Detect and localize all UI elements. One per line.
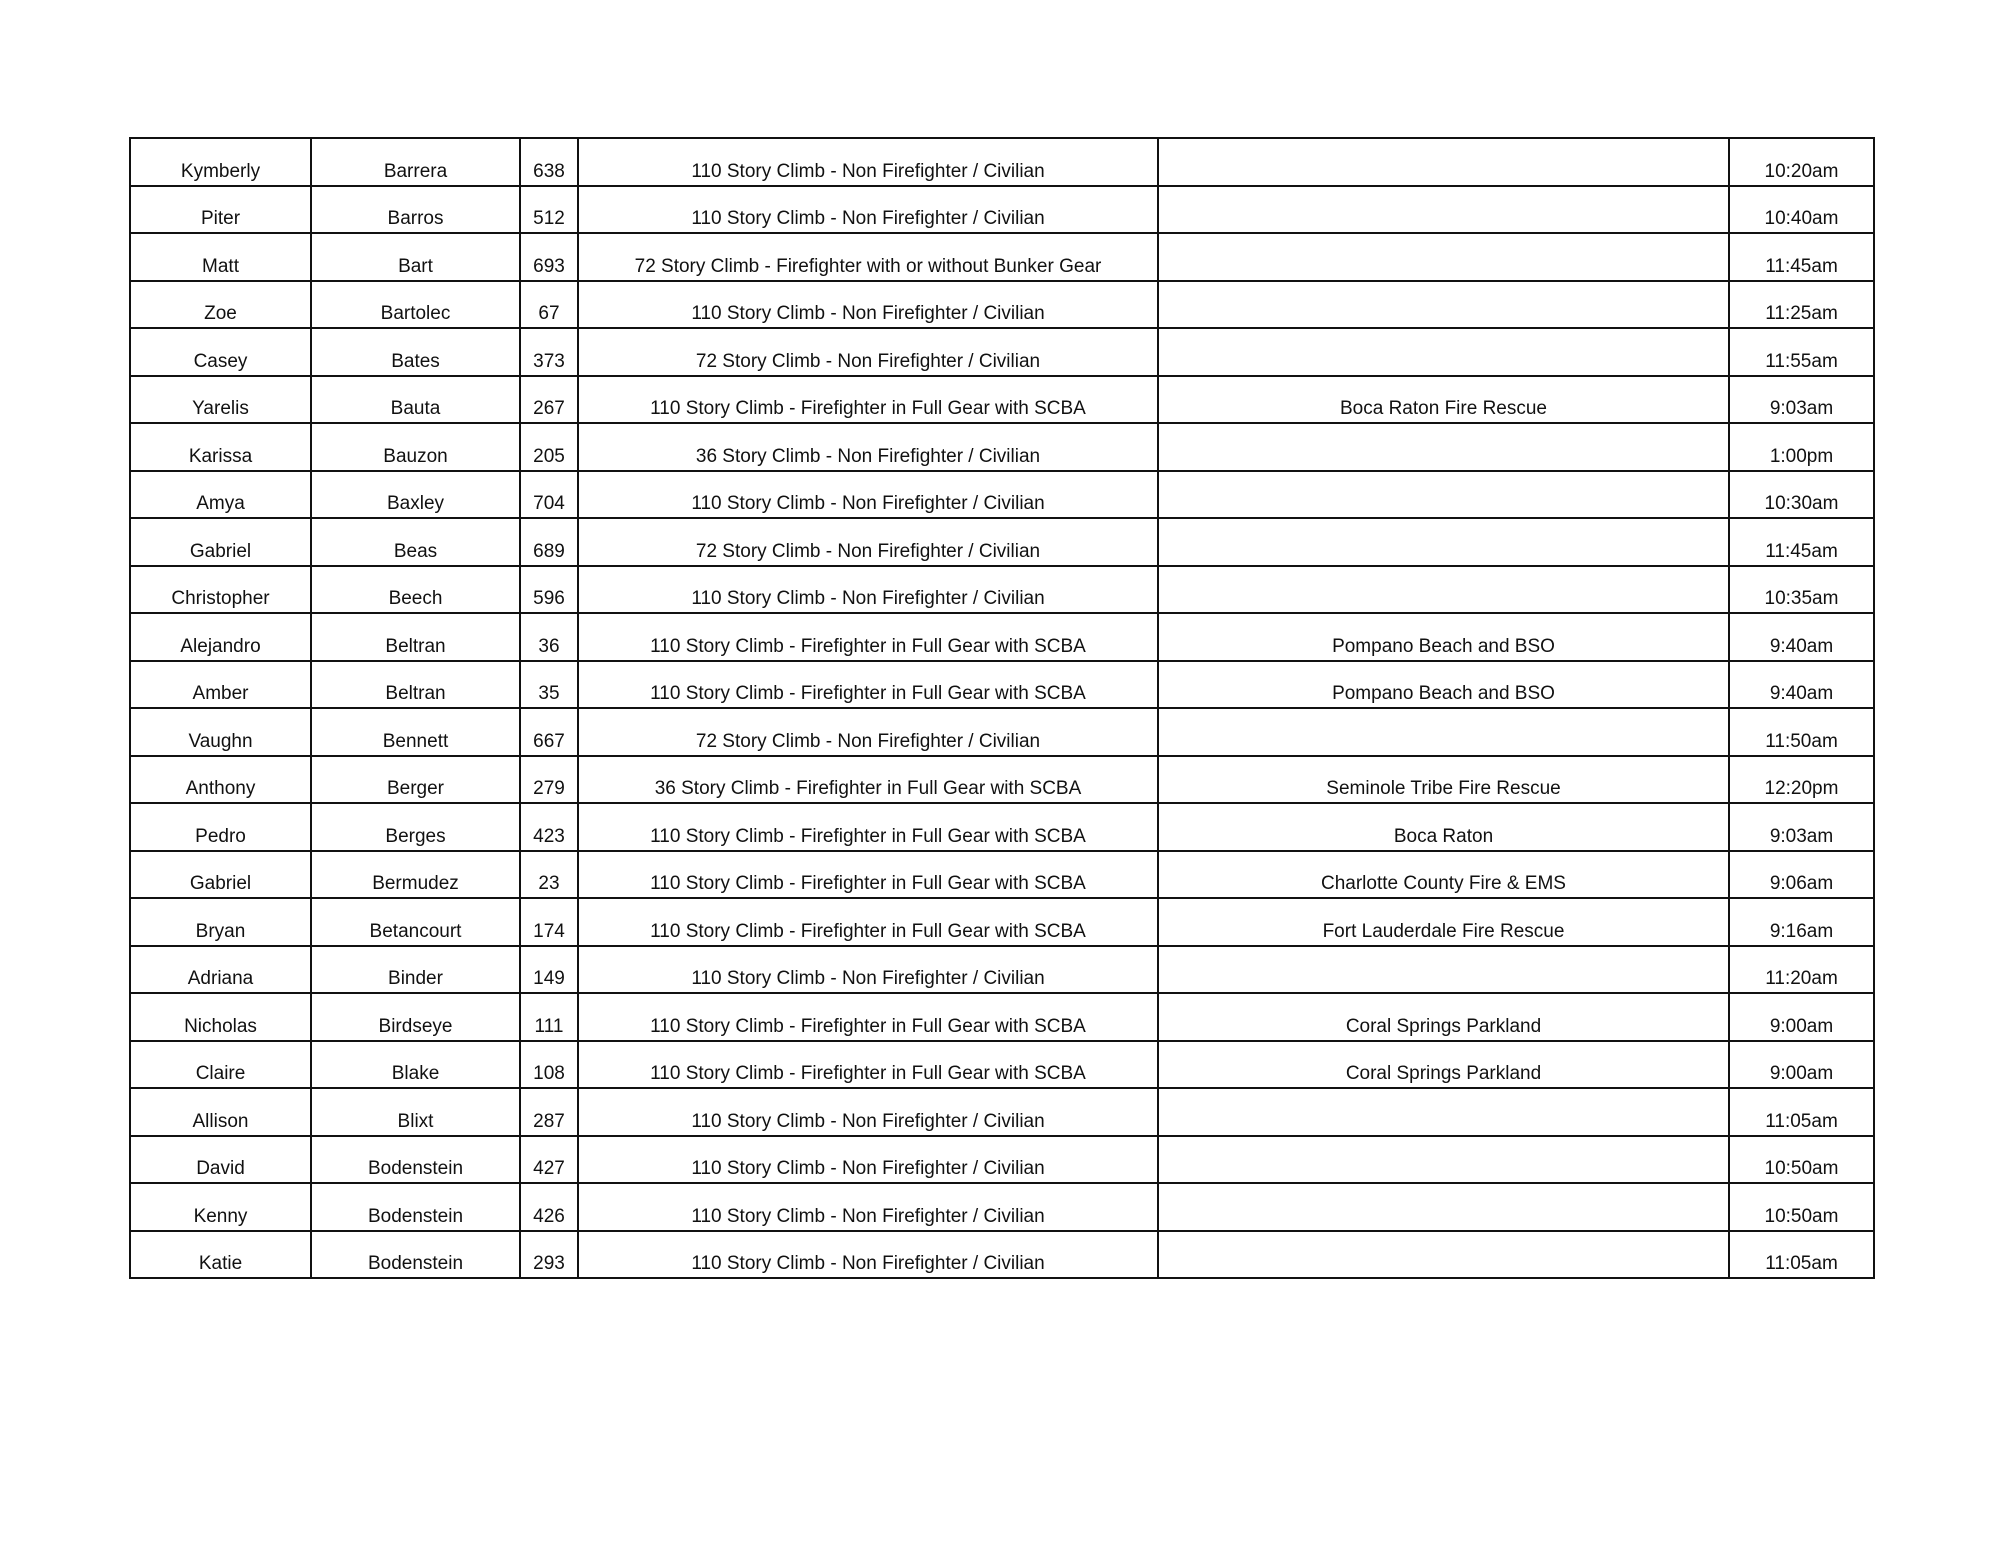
start-time-cell: 9:03am bbox=[1729, 376, 1874, 424]
bib-number-cell: 23 bbox=[520, 851, 578, 899]
department-cell bbox=[1158, 471, 1729, 519]
bib-number-cell: 67 bbox=[520, 281, 578, 329]
department-cell: Charlotte County Fire & EMS bbox=[1158, 851, 1729, 899]
last-name-cell: Beech bbox=[311, 566, 520, 614]
first-name-cell: Nicholas bbox=[130, 993, 311, 1041]
first-name-cell: Katie bbox=[130, 1231, 311, 1279]
start-time-cell: 10:20am bbox=[1729, 138, 1874, 186]
bib-number-cell: 174 bbox=[520, 898, 578, 946]
first-name-cell: Piter bbox=[130, 186, 311, 234]
first-name-cell: Karissa bbox=[130, 423, 311, 471]
bib-number-cell: 279 bbox=[520, 756, 578, 804]
start-time-cell: 9:16am bbox=[1729, 898, 1874, 946]
table-row bbox=[130, 138, 1874, 186]
start-time-cell: 11:55am bbox=[1729, 328, 1874, 376]
department-cell bbox=[1158, 518, 1729, 566]
department-cell bbox=[1158, 186, 1729, 234]
event-cell: 36 Story Climb - Firefighter in Full Gear with SCBA bbox=[578, 756, 1158, 804]
start-time-cell: 10:35am bbox=[1729, 566, 1874, 614]
event-cell: 110 Story Climb - Non Firefighter / Civilian bbox=[578, 1088, 1158, 1136]
table-row bbox=[130, 756, 1874, 804]
last-name-cell: Blixt bbox=[311, 1088, 520, 1136]
last-name-cell: Binder bbox=[311, 946, 520, 994]
first-name-cell: Gabriel bbox=[130, 851, 311, 899]
event-cell: 110 Story Climb - Firefighter in Full Gear with SCBA bbox=[578, 376, 1158, 424]
table-row bbox=[130, 281, 1874, 329]
event-cell: 72 Story Climb - Non Firefighter / Civilian bbox=[578, 328, 1158, 376]
last-name-cell: Bartolec bbox=[311, 281, 520, 329]
bib-number-cell: 287 bbox=[520, 1088, 578, 1136]
start-time-cell: 9:40am bbox=[1729, 613, 1874, 661]
bib-number-cell: 293 bbox=[520, 1231, 578, 1279]
table-row bbox=[130, 708, 1874, 756]
table-row bbox=[130, 946, 1874, 994]
table-row bbox=[130, 233, 1874, 281]
event-cell: 110 Story Climb - Non Firefighter / Civilian bbox=[578, 471, 1158, 519]
last-name-cell: Blake bbox=[311, 1041, 520, 1089]
table-row bbox=[130, 993, 1874, 1041]
last-name-cell: Bauta bbox=[311, 376, 520, 424]
event-cell: 110 Story Climb - Firefighter in Full Gear with SCBA bbox=[578, 613, 1158, 661]
department-cell: Boca Raton bbox=[1158, 803, 1729, 851]
table-row bbox=[130, 423, 1874, 471]
table-row bbox=[130, 566, 1874, 614]
department-cell bbox=[1158, 233, 1729, 281]
first-name-cell: Amber bbox=[130, 661, 311, 709]
start-time-cell: 10:40am bbox=[1729, 186, 1874, 234]
bib-number-cell: 205 bbox=[520, 423, 578, 471]
bib-number-cell: 149 bbox=[520, 946, 578, 994]
table-row bbox=[130, 1231, 1874, 1279]
bib-number-cell: 693 bbox=[520, 233, 578, 281]
department-cell bbox=[1158, 423, 1729, 471]
department-cell: Fort Lauderdale Fire Rescue bbox=[1158, 898, 1729, 946]
bib-number-cell: 423 bbox=[520, 803, 578, 851]
last-name-cell: Bodenstein bbox=[311, 1183, 520, 1231]
event-cell: 72 Story Climb - Non Firefighter / Civilian bbox=[578, 708, 1158, 756]
first-name-cell: Yarelis bbox=[130, 376, 311, 424]
last-name-cell: Bauzon bbox=[311, 423, 520, 471]
last-name-cell: Bates bbox=[311, 328, 520, 376]
last-name-cell: Berges bbox=[311, 803, 520, 851]
department-cell bbox=[1158, 708, 1729, 756]
first-name-cell: Amya bbox=[130, 471, 311, 519]
last-name-cell: Bennett bbox=[311, 708, 520, 756]
bib-number-cell: 111 bbox=[520, 993, 578, 1041]
department-cell: Coral Springs Parkland bbox=[1158, 993, 1729, 1041]
start-time-cell: 11:20am bbox=[1729, 946, 1874, 994]
first-name-cell: Kenny bbox=[130, 1183, 311, 1231]
start-time-cell: 11:05am bbox=[1729, 1088, 1874, 1136]
department-cell bbox=[1158, 1183, 1729, 1231]
first-name-cell: Bryan bbox=[130, 898, 311, 946]
first-name-cell: Zoe bbox=[130, 281, 311, 329]
department-cell bbox=[1158, 1136, 1729, 1184]
bib-number-cell: 596 bbox=[520, 566, 578, 614]
first-name-cell: Vaughn bbox=[130, 708, 311, 756]
department-cell bbox=[1158, 138, 1729, 186]
last-name-cell: Betancourt bbox=[311, 898, 520, 946]
department-cell: Seminole Tribe Fire Rescue bbox=[1158, 756, 1729, 804]
event-cell: 110 Story Climb - Firefighter in Full Gear with SCBA bbox=[578, 993, 1158, 1041]
event-cell: 110 Story Climb - Firefighter in Full Gear with SCBA bbox=[578, 803, 1158, 851]
first-name-cell: Christopher bbox=[130, 566, 311, 614]
first-name-cell: David bbox=[130, 1136, 311, 1184]
bib-number-cell: 638 bbox=[520, 138, 578, 186]
last-name-cell: Bermudez bbox=[311, 851, 520, 899]
table-row bbox=[130, 851, 1874, 899]
event-cell: 110 Story Climb - Non Firefighter / Civilian bbox=[578, 1231, 1158, 1279]
table-row bbox=[130, 803, 1874, 851]
last-name-cell: Barros bbox=[311, 186, 520, 234]
event-cell: 110 Story Climb - Non Firefighter / Civilian bbox=[578, 566, 1158, 614]
start-time-cell: 11:50am bbox=[1729, 708, 1874, 756]
last-name-cell: Baxley bbox=[311, 471, 520, 519]
event-cell: 110 Story Climb - Non Firefighter / Civilian bbox=[578, 281, 1158, 329]
table-row bbox=[130, 471, 1874, 519]
department-cell bbox=[1158, 281, 1729, 329]
bib-number-cell: 512 bbox=[520, 186, 578, 234]
table-row bbox=[130, 898, 1874, 946]
start-time-cell: 11:05am bbox=[1729, 1231, 1874, 1279]
bib-number-cell: 427 bbox=[520, 1136, 578, 1184]
first-name-cell: Matt bbox=[130, 233, 311, 281]
event-cell: 110 Story Climb - Firefighter in Full Gear with SCBA bbox=[578, 898, 1158, 946]
table-row bbox=[130, 1183, 1874, 1231]
table-row bbox=[130, 328, 1874, 376]
bib-number-cell: 108 bbox=[520, 1041, 578, 1089]
event-cell: 110 Story Climb - Firefighter in Full Gear with SCBA bbox=[578, 851, 1158, 899]
department-cell: Pompano Beach and BSO bbox=[1158, 613, 1729, 661]
last-name-cell: Bodenstein bbox=[311, 1136, 520, 1184]
first-name-cell: Allison bbox=[130, 1088, 311, 1136]
last-name-cell: Berger bbox=[311, 756, 520, 804]
start-time-cell: 11:25am bbox=[1729, 281, 1874, 329]
first-name-cell: Anthony bbox=[130, 756, 311, 804]
event-cell: 110 Story Climb - Non Firefighter / Civilian bbox=[578, 1136, 1158, 1184]
table-row bbox=[130, 661, 1874, 709]
table-row bbox=[130, 186, 1874, 234]
start-time-cell: 9:06am bbox=[1729, 851, 1874, 899]
department-cell: Coral Springs Parkland bbox=[1158, 1041, 1729, 1089]
start-time-cell: 10:30am bbox=[1729, 471, 1874, 519]
last-name-cell: Beas bbox=[311, 518, 520, 566]
event-cell: 110 Story Climb - Non Firefighter / Civilian bbox=[578, 138, 1158, 186]
last-name-cell: Birdseye bbox=[311, 993, 520, 1041]
first-name-cell: Claire bbox=[130, 1041, 311, 1089]
last-name-cell: Barrera bbox=[311, 138, 520, 186]
last-name-cell: Bodenstein bbox=[311, 1231, 520, 1279]
bib-number-cell: 35 bbox=[520, 661, 578, 709]
first-name-cell: Casey bbox=[130, 328, 311, 376]
event-cell: 110 Story Climb - Firefighter in Full Gear with SCBA bbox=[578, 1041, 1158, 1089]
bib-number-cell: 426 bbox=[520, 1183, 578, 1231]
start-time-cell: 10:50am bbox=[1729, 1183, 1874, 1231]
participant-table bbox=[129, 137, 1875, 1279]
last-name-cell: Beltran bbox=[311, 613, 520, 661]
event-cell: 36 Story Climb - Non Firefighter / Civilian bbox=[578, 423, 1158, 471]
department-cell: Boca Raton Fire Rescue bbox=[1158, 376, 1729, 424]
bib-number-cell: 704 bbox=[520, 471, 578, 519]
department-cell bbox=[1158, 1231, 1729, 1279]
department-cell bbox=[1158, 946, 1729, 994]
start-time-cell: 9:00am bbox=[1729, 993, 1874, 1041]
start-time-cell: 9:40am bbox=[1729, 661, 1874, 709]
bib-number-cell: 267 bbox=[520, 376, 578, 424]
event-cell: 110 Story Climb - Non Firefighter / Civilian bbox=[578, 946, 1158, 994]
event-cell: 72 Story Climb - Firefighter with or without Bunker Gear bbox=[578, 233, 1158, 281]
bib-number-cell: 373 bbox=[520, 328, 578, 376]
department-cell bbox=[1158, 566, 1729, 614]
first-name-cell: Gabriel bbox=[130, 518, 311, 566]
start-time-cell: 9:00am bbox=[1729, 1041, 1874, 1089]
event-cell: 110 Story Climb - Firefighter in Full Gear with SCBA bbox=[578, 661, 1158, 709]
start-time-cell: 1:00pm bbox=[1729, 423, 1874, 471]
bib-number-cell: 36 bbox=[520, 613, 578, 661]
department-cell bbox=[1158, 1088, 1729, 1136]
start-time-cell: 9:03am bbox=[1729, 803, 1874, 851]
department-cell bbox=[1158, 328, 1729, 376]
table-row bbox=[130, 1136, 1874, 1184]
department-cell: Pompano Beach and BSO bbox=[1158, 661, 1729, 709]
event-cell: 110 Story Climb - Non Firefighter / Civilian bbox=[578, 1183, 1158, 1231]
start-time-cell: 11:45am bbox=[1729, 518, 1874, 566]
last-name-cell: Beltran bbox=[311, 661, 520, 709]
participant-table-body bbox=[130, 138, 1874, 1278]
first-name-cell: Adriana bbox=[130, 946, 311, 994]
event-cell: 110 Story Climb - Non Firefighter / Civilian bbox=[578, 186, 1158, 234]
table-row bbox=[130, 613, 1874, 661]
last-name-cell: Bart bbox=[311, 233, 520, 281]
bib-number-cell: 667 bbox=[520, 708, 578, 756]
start-time-cell: 12:20pm bbox=[1729, 756, 1874, 804]
table-row bbox=[130, 376, 1874, 424]
table-row bbox=[130, 1041, 1874, 1089]
table-row bbox=[130, 1088, 1874, 1136]
start-time-cell: 10:50am bbox=[1729, 1136, 1874, 1184]
first-name-cell: Alejandro bbox=[130, 613, 311, 661]
table-row bbox=[130, 518, 1874, 566]
bib-number-cell: 689 bbox=[520, 518, 578, 566]
first-name-cell: Pedro bbox=[130, 803, 311, 851]
first-name-cell: Kymberly bbox=[130, 138, 311, 186]
event-cell: 72 Story Climb - Non Firefighter / Civilian bbox=[578, 518, 1158, 566]
start-time-cell: 11:45am bbox=[1729, 233, 1874, 281]
